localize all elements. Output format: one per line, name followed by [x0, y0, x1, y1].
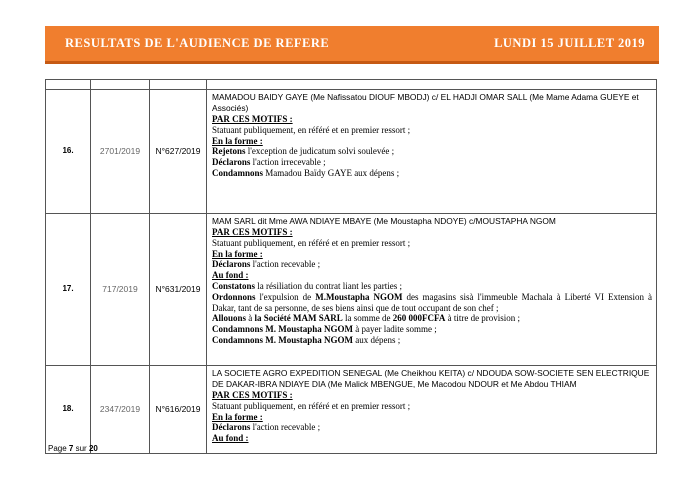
decision-text: à titre de provision ; — [445, 313, 521, 324]
decision-text: l'action irrecevable ; — [250, 157, 326, 168]
decision-text: Mamadou Baïdy GAYE aux dépens ; — [263, 167, 400, 178]
table-row — [46, 366, 657, 454]
table-row — [46, 90, 657, 214]
decision-text: des magasins sisà l'immeuble Machala à Liberté VI Extension à Dakar, tant de sa personne, de ses biens ainsi que de tout occupant de son chef ; — [212, 291, 653, 313]
table-header-row — [46, 80, 657, 90]
page-separator: sur — [75, 444, 87, 453]
decision-line — [212, 313, 652, 324]
decision-text: à payer ladite somme ; — [353, 324, 437, 335]
party-name: M.Moustapha NGOM — [315, 291, 403, 302]
decision-line — [212, 292, 652, 314]
empty-cell — [207, 80, 657, 90]
case-parties: LA SOCIETE AGRO EXPEDITION SENEGAL (Me Cheikhou KEITA) c/ NDOUDA SOW-SOCIETE SEN ELECTRIQUE DE DAKAR-IBRA NDIAYE DIA (Me Malick MBENGUE, Me Macodou NDOUR et Me Abdou THIAM — [212, 368, 650, 389]
decision-text: aux dépens ; — [353, 334, 401, 345]
decision-verb: Condamnons M. Moustapha NGOM — [212, 324, 354, 335]
decision-line — [212, 259, 652, 270]
decision-line — [212, 146, 652, 157]
hearing-date: LUNDI 15 JUILLET 2019 — [494, 36, 645, 50]
case-decision — [207, 366, 657, 454]
decision-text: l'expulsion de — [255, 291, 316, 302]
case-parties: MAM SARL dit Mme AWA NDIAYE MBAYE (Me Moustapha NDOYE) c/MOUSTAPHA NGOM — [212, 216, 556, 226]
fond-heading: Au fond : — [212, 433, 249, 444]
empty-cell — [46, 80, 91, 90]
forme-heading: En la forme : — [212, 135, 263, 146]
document-title: RESULTATS DE L'AUDIENCE DE REFERE — [65, 36, 330, 50]
table-row — [46, 214, 657, 366]
page-total: 20 — [88, 444, 98, 453]
page-label: Page — [48, 444, 67, 453]
decision-verb: Déclarons — [212, 157, 251, 168]
decision-line — [212, 324, 652, 335]
decision-verb: Rejetons — [212, 146, 246, 157]
case-order: N°627/2019 — [150, 90, 207, 214]
decision-verb: Condamnons M. Moustapha NGOM — [212, 334, 354, 345]
forme-heading: En la forme : — [212, 411, 263, 422]
decision-verb: Allouons — [212, 313, 247, 324]
statuant-line: Statuant publiquement, en référé et en premier ressort ; — [212, 237, 411, 248]
case-rg: 2701/2019 — [91, 90, 150, 214]
decision-text: l'exception de judicatum solvi soulevée ; — [245, 146, 395, 157]
motifs-heading: PAR CES MOTIFS : — [212, 227, 293, 237]
page-current: 7 — [68, 444, 74, 453]
case-parties: MAMADOU BAIDY GAYE (Me Nafissatou DIOUF MBODJ) c/ EL HADJI OMAR SALL (Me Mame Adama GUEYE et Associés) — [212, 92, 639, 113]
decision-line — [212, 422, 652, 433]
case-number: 18. — [46, 366, 91, 454]
header-banner — [45, 26, 659, 64]
results-table — [45, 79, 657, 454]
party-name: la Société MAM SARL — [254, 313, 343, 324]
empty-cell — [91, 80, 150, 90]
decision-line — [212, 157, 652, 168]
page-footer — [48, 444, 98, 453]
empty-cell — [150, 80, 207, 90]
case-rg: 717/2019 — [91, 214, 150, 366]
decision-line — [212, 281, 652, 292]
fond-heading: Au fond : — [212, 270, 249, 281]
case-number: 17. — [46, 214, 91, 366]
decision-text: l'action recevable ; — [250, 422, 321, 433]
decision-verb: Déclarons — [212, 422, 251, 433]
decision-line — [212, 335, 652, 346]
decision-text: à — [246, 313, 255, 324]
case-decision — [207, 214, 657, 366]
decision-text: l'action recevable ; — [250, 259, 321, 270]
decision-verb: Constatons — [212, 280, 256, 291]
decision-verb: Condamnons — [212, 167, 264, 178]
case-order: N°616/2019 — [150, 366, 207, 454]
decision-verb: Déclarons — [212, 259, 251, 270]
forme-heading: En la forme : — [212, 248, 263, 259]
case-rg: 2347/2019 — [91, 366, 150, 454]
amount: 260 000FCFA — [392, 313, 446, 324]
motifs-heading: PAR CES MOTIFS : — [212, 390, 293, 400]
decision-verb: Ordonnons — [212, 291, 256, 302]
motifs-heading: PAR CES MOTIFS : — [212, 114, 293, 124]
decision-line — [212, 168, 652, 179]
decision-text: la somme de — [342, 313, 393, 324]
statuant-line: Statuant publiquement, en référé et en premier ressort ; — [212, 124, 411, 135]
case-number: 16. — [46, 90, 91, 214]
statuant-line: Statuant publiquement, en référé et en premier ressort ; — [212, 400, 411, 411]
case-decision — [207, 90, 657, 214]
case-order: N°631/2019 — [150, 214, 207, 366]
decision-text: la résiliation du contrat liant les parties ; — [255, 280, 402, 291]
